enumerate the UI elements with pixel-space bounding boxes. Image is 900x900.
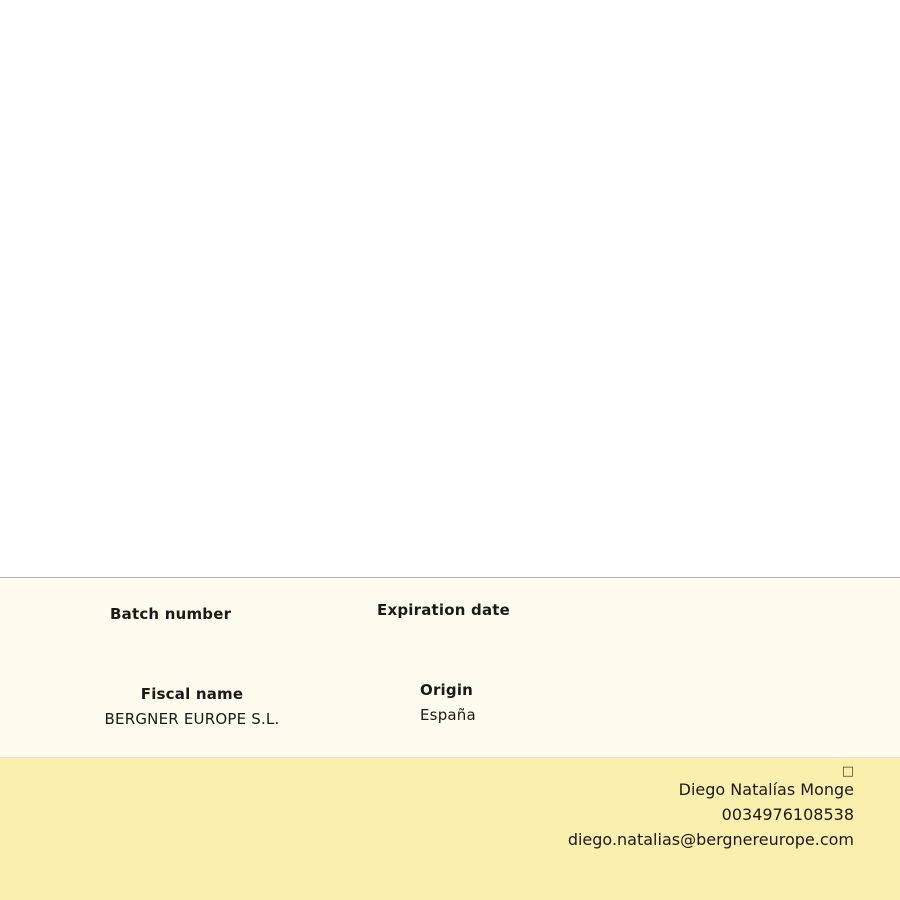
contact-email[interactable]: diego.natalias@bergnereurope.com <box>567 830 854 849</box>
contact-phone[interactable]: 0034976108538 <box>721 805 854 824</box>
expiration-date-label: Expiration date <box>377 601 511 619</box>
origin-label: Origin <box>420 681 474 699</box>
contact-block <box>568 765 854 851</box>
contact-footer <box>0 758 900 900</box>
fiscal-name-label: Fiscal name <box>140 685 244 703</box>
field-origin <box>420 681 476 724</box>
batch-number-label: Batch number <box>110 605 232 623</box>
origin-value: España <box>420 706 476 724</box>
product-info-panel <box>0 577 900 758</box>
contact-name: Diego Natalías Monge <box>678 780 854 799</box>
field-batch-number <box>110 605 231 630</box>
fiscal-name-value: BERGNER EUROPE S.L. <box>104 710 280 728</box>
field-expiration-date <box>377 601 510 626</box>
field-fiscal-name <box>72 685 312 728</box>
user-icon: □ <box>841 764 854 779</box>
